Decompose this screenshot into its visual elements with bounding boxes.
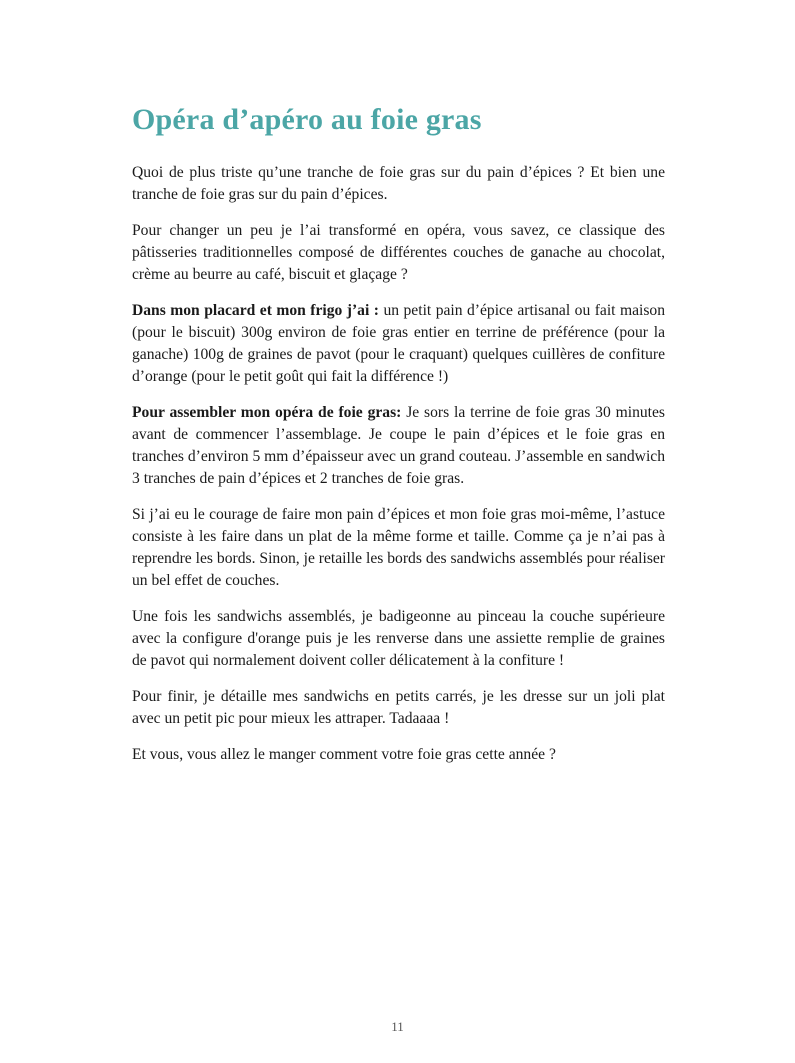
paragraph-tip: [132, 504, 665, 592]
paragraph-ingredients: [132, 300, 665, 388]
page-number: 11: [391, 1019, 404, 1034]
paragraph-coating: [132, 606, 665, 672]
page-title: Opéra d’apéro au foie gras: [132, 103, 482, 136]
document-page: [132, 100, 665, 780]
paragraph-lead: Dans mon placard et mon frigo j’ai :: [132, 302, 379, 319]
paragraph-text: Si j’ai eu le courage de faire mon pain d’épices et mon foie gras moi-même, l’astuce consiste à les faire dans un plat de la même forme et taille. Comme ça je n’ai pas à reprendre les bords. Sinon, je retaille les bords des sandwichs assemblés pour réaliser un bel effet de couches.: [132, 506, 665, 589]
paragraph-question: [132, 744, 665, 766]
paragraph-text: Je sors la terrine de foie gras 30 minutes avant de commencer l’assemblage. Je coupe le pain d’épices et le foie gras en tranches d’environ 5 mm d’épaisseur avec un grand couteau. J’assemble en sandwich 3 tranches de pain d’épices et 2 tranches de foie gras.: [132, 404, 665, 487]
paragraph-text: Quoi de plus triste qu’une tranche de foie gras sur du pain d’épices ? Et bien une tranche de foie gras sur du pain d’épices.: [132, 164, 665, 203]
paragraph-assembly: [132, 402, 665, 490]
paragraph-text: Pour finir, je détaille mes sandwichs en petits carrés, je les dresse sur un joli plat avec un petit pic pour mieux les attraper. Tadaaaa !: [132, 688, 665, 727]
paragraph-text: Une fois les sandwichs assemblés, je badigeonne au pinceau la couche supérieure avec la configure d'orange puis je les renverse dans une assiette remplie de graines de pavot qui normalement doivent coller délicatement à la confiture !: [132, 608, 665, 669]
paragraph-text: Et vous, vous allez le manger comment votre foie gras cette année ?: [132, 746, 556, 763]
paragraph-text: un petit pain d’épice artisanal ou fait maison (pour le biscuit) 300g environ de foie gras entier en terrine de préférence (pour la ganache) 100g de graines de pavot (pour le craquant) quelques cuillères de confiture d’orange (pour le petit goût qui fait la différence !): [132, 302, 666, 385]
paragraph-opera: [132, 220, 665, 286]
paragraph-text: Pour changer un peu je l’ai transformé en opéra, vous savez, ce classique des pâtisseries traditionnelles composé de différentes couches de ganache au chocolat, crème au beurre au café, biscuit et glaçage ?: [132, 222, 665, 283]
paragraph-intro: [132, 162, 665, 206]
paragraph-lead: Pour assembler mon opéra de foie gras:: [132, 404, 402, 421]
paragraph-finish: [132, 686, 665, 730]
